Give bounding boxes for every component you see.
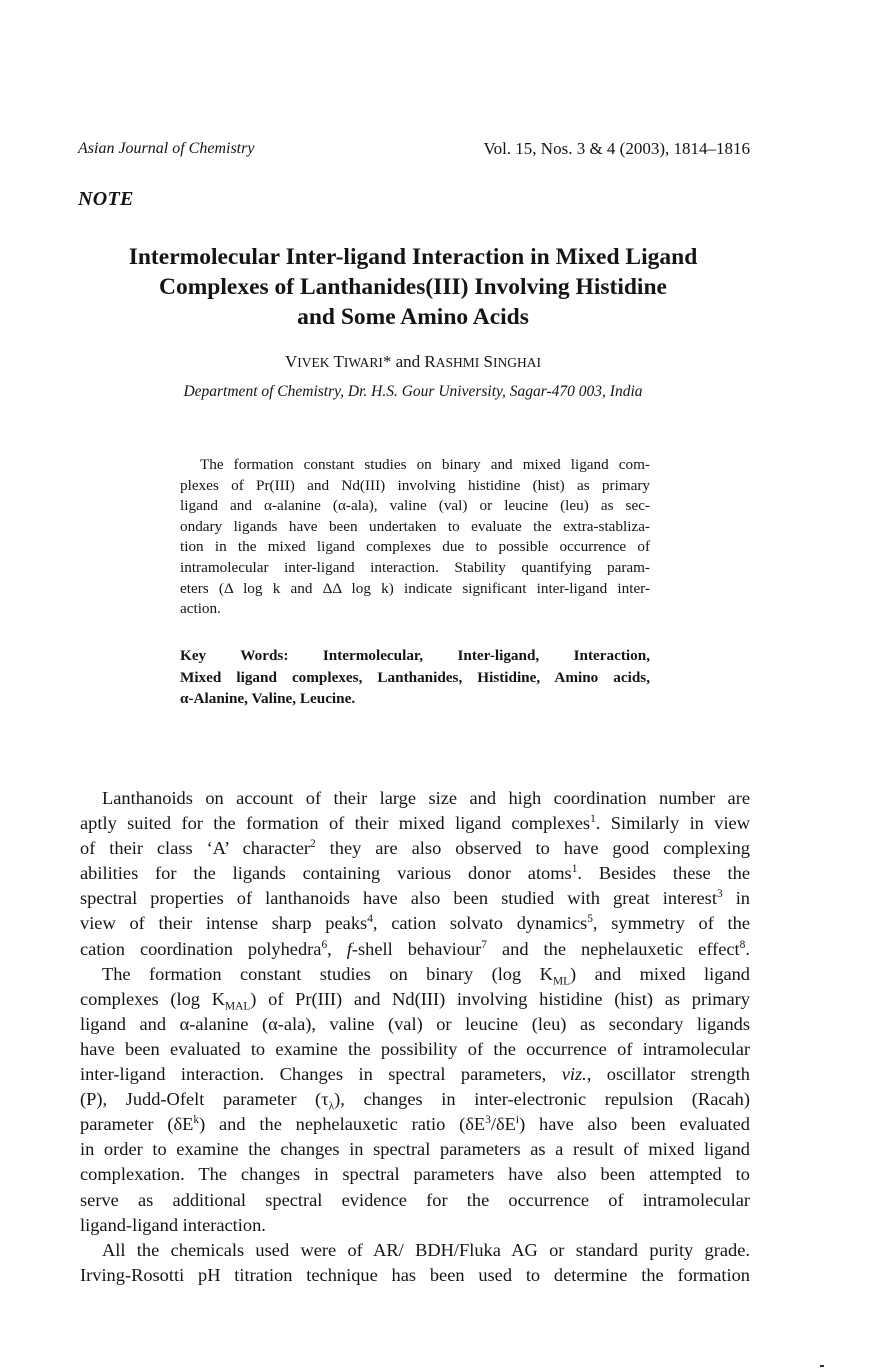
journal-name: Asian Journal of Chemistry <box>78 140 255 157</box>
keywords-line: Key Words: Intermolecular, Inter-ligand, Interaction, <box>180 647 650 664</box>
title-line: Intermolecular Inter-ligand Interaction in Mixed Ligand <box>128 244 698 270</box>
body-line: Irving-Rosotti pH titration technique has been used to determine the formation <box>80 1264 750 1285</box>
body-line: of their class ‘A’ character$^2$ they are also observed to have good complexing <box>80 838 750 859</box>
body-line: in order to examine the changes in spectral parameters as a result of mixed ligand <box>80 1139 750 1160</box>
body-line: serve as additional spectral evidence for the occurrence of intramolecular <box>80 1189 750 1210</box>
title-line: and Some Amino Acids <box>297 304 529 330</box>
affiliation: Department of Chemistry, Dr. H.S. Gour University, Sagar-470 003, India <box>183 383 643 400</box>
citation: 2 <box>310 838 316 851</box>
article-title <box>80 242 746 332</box>
citation: 8 <box>739 938 746 951</box>
citation: 3 <box>716 888 723 901</box>
abstract <box>180 455 650 620</box>
abstract-line: ligand and α-alanine (α-ala), valine (val) or leucine (leu) as sec- <box>180 497 650 515</box>
keywords-line: Mixed ligand complexes, Lanthanides, Histidine, Amino acids, <box>180 668 650 686</box>
abstract-line: ondary ligands have been undertaken to evaluate the extra-stabliza- <box>180 517 650 535</box>
author-2: RASHMI SINGHAI <box>424 352 541 371</box>
body-line: complexes (log $K_{MAL}$) of Pr(III) and Nd(III) involving histidine (hist) as primary <box>80 988 750 1013</box>
body-line: cation coordination polyhedra$^6$, f-shell behaviour$^7$ and the nephelauxetic effect$^8$. <box>80 938 750 959</box>
body-line: aptly suited for the formation of their mixed ligand complexes$^1$. Similarly in view <box>80 812 750 834</box>
body-line: All the chemicals used were of AR/ BDH/Fluka AG or standard purity grade. <box>102 1239 750 1260</box>
body-line: parameter $(\delta E^k)$ and the nephelauxetic ratio $(\delta E^3/\delta E^i)$ have also been evaluated <box>80 1114 750 1135</box>
body-line: Lanthanoids on account of their large size and high coordination number are <box>102 788 750 808</box>
corresponding-mark: * <box>382 352 392 371</box>
title-line: Complexes of Lanthanides(III) Involving Histidine <box>159 274 667 300</box>
citation: 6 <box>321 938 328 951</box>
body-line: ligand and α-alanine (α-ala), valine (val) or leucine (leu) as secondary ligands <box>80 1013 750 1034</box>
scan-speck <box>820 1365 824 1367</box>
body-line: complexation. The changes in spectral parameters have also been attempted to <box>80 1164 750 1185</box>
body-line: have been evaluated to examine the possibility of the occurrence of intramolecular <box>80 1038 750 1059</box>
citation: 1 <box>571 863 578 876</box>
citation: 5 <box>587 913 593 926</box>
citation: 1 <box>590 812 596 825</box>
keywords <box>180 645 650 710</box>
abstract-line: tion in the mixed ligand complexes due to possible occurrence of <box>180 538 650 556</box>
body-line: abilities for the ligands containing various donor atoms$^1$. Besides these the <box>80 863 750 884</box>
citation: 7 <box>481 938 487 951</box>
author-list <box>80 352 746 372</box>
section-label: NOTE <box>78 188 134 210</box>
author-conjunction: and <box>395 352 421 371</box>
abstract-line: The formation constant studies on binary and mixed ligand com- <box>200 456 650 473</box>
author-1: VIVEK TIWARI* <box>285 352 392 371</box>
abstract-line: action. <box>180 600 221 618</box>
body-text <box>80 786 750 1288</box>
body-line: view of their intense sharp peaks$^4$, cation solvato dynamics$^5$, symmetry of the <box>80 913 751 934</box>
body-line: ligand-ligand interaction. <box>80 1214 266 1235</box>
body-line: (P), Judd-Ofelt parameter $(\tau_\lambda)$, changes in inter-electronic repulsion (Racah) <box>80 1089 750 1113</box>
abstract-line: plexes of Pr(III) and Nd(III) involving histidine (hist) as primary <box>180 476 650 494</box>
body-line: inter-ligand interaction. Changes in spectral parameters, viz., oscillator strength <box>80 1064 750 1085</box>
abstract-line: eters (Δ log k and ΔΔ log k) indicate significant inter-ligand inter- <box>180 579 650 597</box>
citation: 4 <box>367 913 373 926</box>
abstract-line: intramolecular inter-ligand interaction. Stability quantifying param- <box>180 558 650 576</box>
volume-info: Vol. 15, Nos. 3 & 4 (2003), 1814–1816 <box>483 139 750 158</box>
body-line: spectral properties of lanthanoids have also been studied with great interest$^3$ in <box>80 888 750 909</box>
keywords-line: α-Alanine, Valine, Leucine. <box>180 690 356 707</box>
body-line: The formation constant studies on binary (log $K_{ML}$) and mixed ligand <box>102 963 751 988</box>
